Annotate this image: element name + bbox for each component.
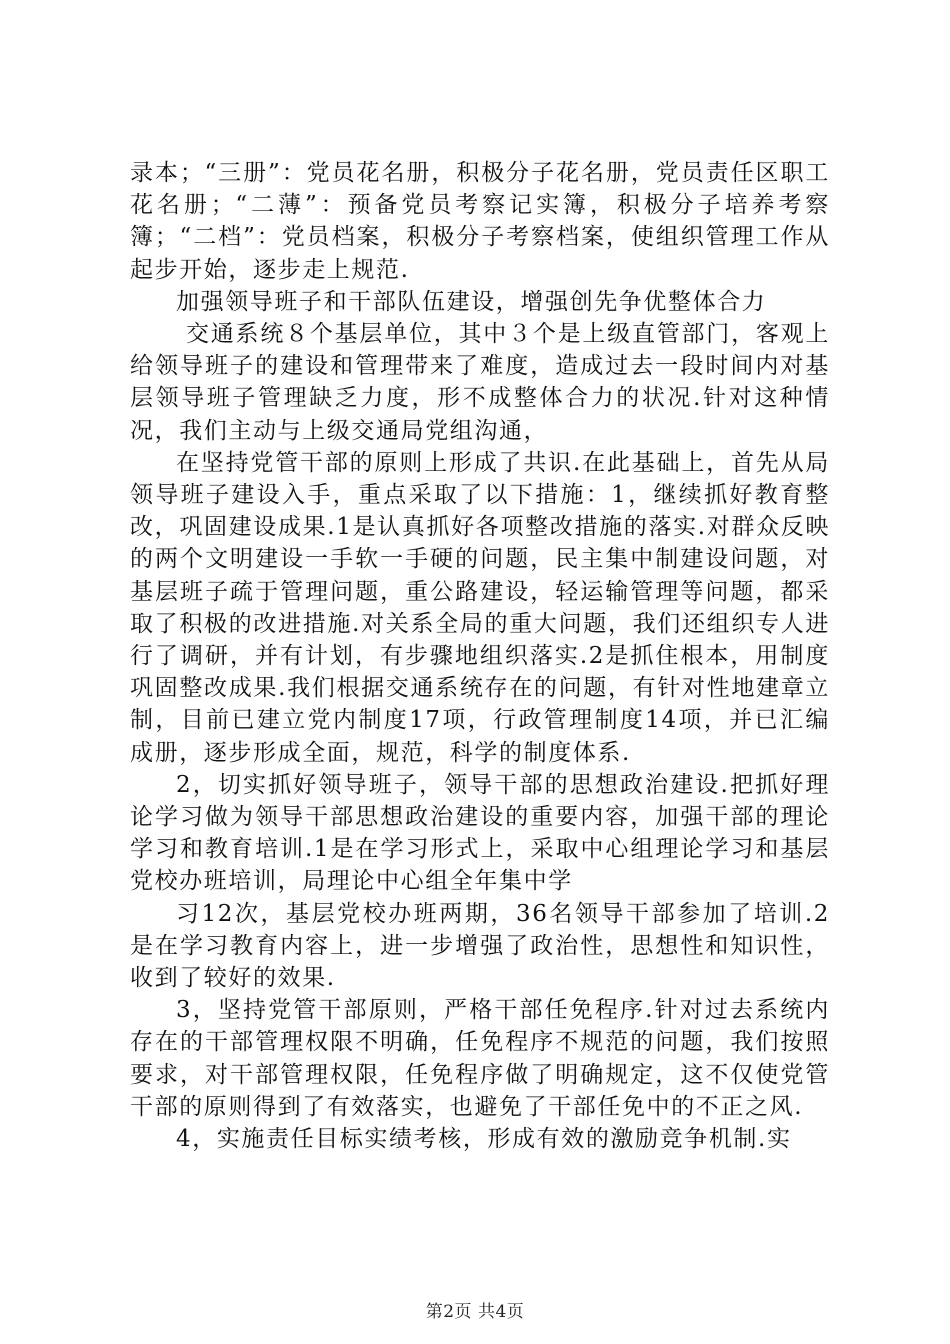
paragraph-6: 习12次，基层党校办班两期，36名领导干部参加了培训.2是在学习教育内容上，进一步增强了政治性，思想性和知识性，收到了较好的效果. (130, 900, 830, 992)
paragraph-5: 2，切实抓好领导班子，领导干部的思想政治建设.把抓好理论学习做为领导干部思想政治建设的重要内容，加强干部的理论学习和教育培训.1是在学习形式上，采取中心组理论学习和基层党校办班培训，局理论中心组全年集中学 (130, 771, 830, 895)
document-body (130, 157, 830, 1155)
paragraph-4: 在坚持党管干部的原则上形成了共识.在此基础上，首先从局领导班子建设入手，重点采取了以下措施：1，继续抓好教育整改，巩固建设成果.1是认真抓好各项整改措施的落实.对群众反映的两个文明建设一手软一手硬的问题，民主集中制建设问题，对基层班子疏于管理问题，重公路建设，轻运输管理等问题，都采取了积极的改进措施.对关系全局的重大问题，我们还组织专人进行了调研，并有计划，有步骤地组织落实.2是抓住根本，用制度巩固整改成果.我们根据交通系统存在的问题，有针对性地建章立制，目前已建立党内制度17项，行政管理制度14项，并已汇编成册，逐步形成全面，规范，科学的制度体系. (130, 449, 830, 766)
page-footer: 第2页 共4页 (425, 1302, 525, 1322)
paragraph-1: 录本；“三册”：党员花名册，积极分子花名册，党员责任区职工花名册；“二薄”：预备党员考察记实簿，积极分子培养考察簿；“二档”：党员档案，积极分子考察档案，使组织管理工作从起步开始，逐步走上规范. (130, 160, 830, 283)
paragraph-7: 3，坚持党管干部原则，严格干部任免程序.针对过去系统内存在的干部管理权限不明确，任免程序不规范的问题，我们按照要求，对干部管理权限，任免程序做了明确规定，这不仅使党管干部的原则得到了有效落实，也避免了干部任免中的不正之风. (130, 997, 830, 1120)
section-heading: 加强领导班子和干部队伍建设，增强创先争优整体合力 (176, 288, 767, 315)
paragraph-8: 4，实施责任目标实绩考核，形成有效的激励竞争机制.实 (176, 1126, 792, 1153)
paragraph-3: 交通系统８个基层单位，其中３个是上级直管部门，客观上给领导班子的建设和管理带来了难度，造成过去一段时间内对基层领导班子管理缺乏力度，形不成整体合力的状况.针对这种情况，我们主动与上级交通局党组沟通， (130, 321, 830, 444)
